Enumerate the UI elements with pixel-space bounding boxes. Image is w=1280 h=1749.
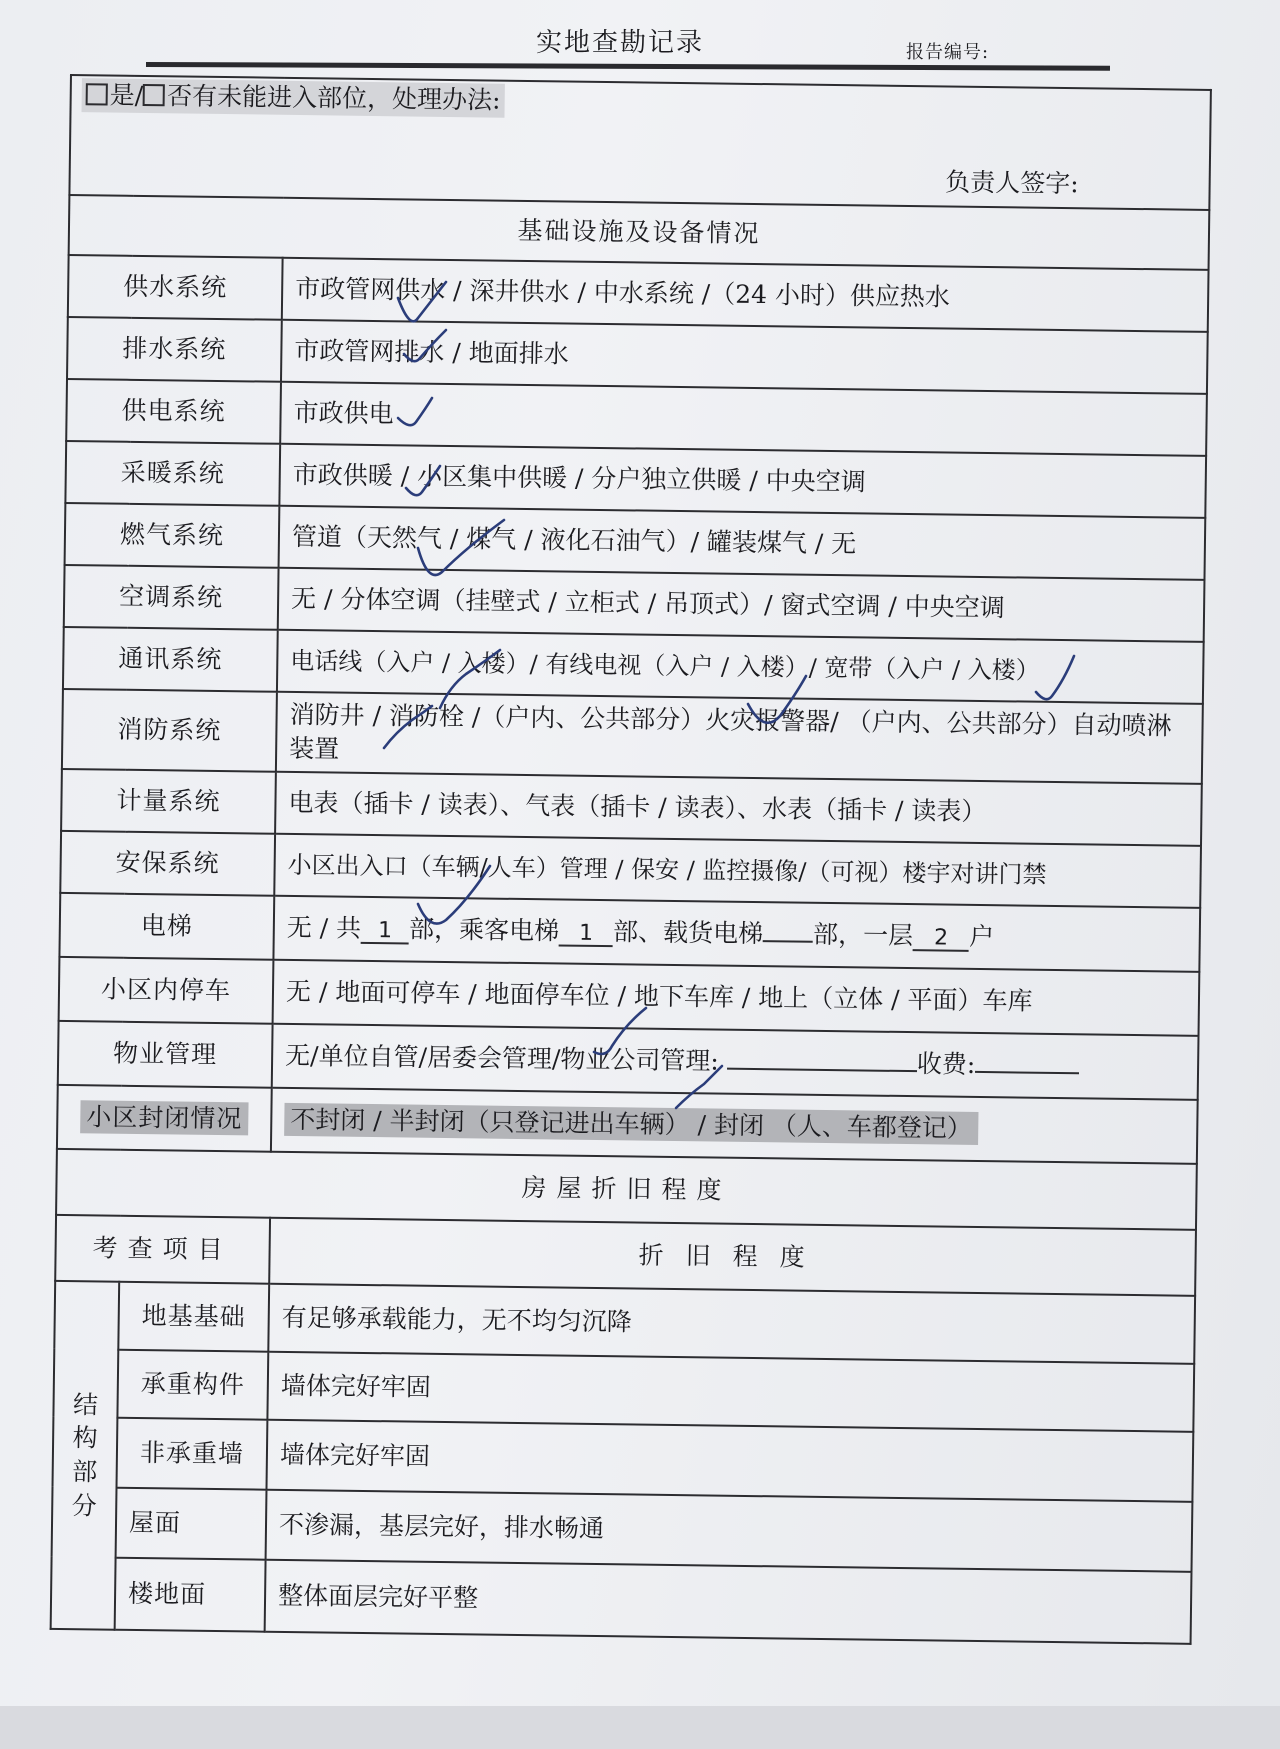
depreciation-row bbox=[51, 1557, 1192, 1644]
facility-label: 排水系统 bbox=[67, 317, 282, 382]
facility-options: 市政供暖 / 小区集中供暖 / 分户独立供暖 / 中央空调 bbox=[279, 444, 1206, 518]
facility-label: 供电系统 bbox=[66, 379, 281, 444]
facility-options: 无 / 分体空调（挂壁式 / 立柜式 / 吊顶式）/ 窗式空调 / 中央空调 bbox=[278, 568, 1205, 642]
property-company-blank[interactable] bbox=[727, 1046, 917, 1072]
no-option-label: 否有未能进入部位，处理办法: bbox=[166, 81, 501, 115]
item-column-header: 考查项目 bbox=[55, 1215, 270, 1284]
facility-options: 电话线（入户 / 入楼）/ 有线电视（入户 / 入楼）/ 宽带（入户 / 入楼） bbox=[277, 630, 1204, 704]
property-options bbox=[272, 1024, 1199, 1100]
degree-text: 不渗漏，基层完好，排水畅通 bbox=[266, 1490, 1193, 1572]
inaccessible-cell bbox=[69, 75, 1211, 210]
elevator-text: 部，一层 bbox=[812, 919, 914, 951]
elevator-options bbox=[273, 896, 1200, 972]
parking-options: 无 / 地面可停车 / 地面停车位 / 地下车库 / 地上（立体 / 平面）车库 bbox=[273, 960, 1200, 1036]
item-label: 楼地面 bbox=[115, 1558, 266, 1632]
degree-text: 整体面层完好平整 bbox=[265, 1560, 1192, 1644]
inaccessible-row bbox=[69, 75, 1211, 210]
facility-label: 燃气系统 bbox=[65, 503, 280, 568]
record-table bbox=[50, 74, 1212, 1645]
page-title: 实地查勘记录 bbox=[535, 28, 704, 58]
parking-label: 小区内停车 bbox=[59, 957, 274, 1024]
facility-options: 管道（天然气 / 煤气 / 液化石油气）/ 罐装煤气 / 无 bbox=[279, 506, 1206, 580]
inaccessible-question bbox=[82, 78, 505, 117]
elevator-text: 部、载货电梯 bbox=[612, 917, 764, 949]
item-label: 承重构件 bbox=[117, 1350, 268, 1420]
fee-blank[interactable] bbox=[975, 1049, 1079, 1074]
facility-options: 小区出入口（车辆/人车）管理 / 保安 / 监控摄像/（可视）楼宇对讲门禁 bbox=[274, 834, 1201, 908]
elevator-total-blank[interactable]: 1 bbox=[361, 920, 409, 945]
yes-option-label: 是/ bbox=[109, 80, 144, 110]
enclosure-options-cell bbox=[271, 1088, 1198, 1164]
signature-label: 负责人签字: bbox=[945, 167, 1079, 199]
facility-label: 采暖系统 bbox=[65, 441, 280, 506]
report-number-label: 报告编号: bbox=[906, 42, 990, 63]
record-sheet bbox=[48, 74, 1210, 1749]
facilities-title: 基础设施及设备情况 bbox=[69, 195, 1210, 270]
facility-label: 消防系统 bbox=[62, 689, 277, 772]
property-label: 物业管理 bbox=[58, 1021, 273, 1088]
facility-options: 市政管网排水 / 地面排水 bbox=[281, 320, 1208, 394]
enclosure-options: 不封闭 / 半封闭（只登记进出车辆） / 封闭 （人、车都登记） bbox=[284, 1103, 978, 1145]
facility-options: 市政管网供水 / 深井供水 / 中水系统 /（24 小时）供应热水 bbox=[282, 258, 1209, 332]
structure-group-label: 结构部分 bbox=[51, 1281, 120, 1630]
yes-checkbox[interactable] bbox=[86, 83, 108, 105]
depreciation-title: 房屋折旧程度 bbox=[56, 1149, 1197, 1230]
elevator-label: 电梯 bbox=[59, 893, 274, 960]
degree-text: 墙体完好牢固 bbox=[267, 1352, 1194, 1432]
elevator-text: 户 bbox=[968, 921, 995, 952]
facility-row bbox=[62, 689, 1203, 784]
degree-text: 有足够承载能力，无不均匀沉降 bbox=[268, 1284, 1195, 1364]
facility-label: 供水系统 bbox=[68, 255, 283, 320]
enclosure-label: 小区封闭情况 bbox=[80, 1100, 248, 1135]
facility-label: 安保系统 bbox=[60, 831, 275, 896]
elevator-text: 无 / 共 bbox=[286, 913, 362, 944]
item-label: 地基基础 bbox=[118, 1282, 269, 1352]
fee-label: 收费: bbox=[916, 1049, 976, 1080]
freight-elevator-blank[interactable] bbox=[763, 940, 813, 943]
passenger-elevator-blank[interactable]: 1 bbox=[559, 923, 613, 948]
no-checkbox[interactable] bbox=[143, 84, 165, 106]
enclosure-label-cell bbox=[57, 1085, 272, 1152]
facility-label: 通讯系统 bbox=[63, 627, 278, 692]
facility-label: 计量系统 bbox=[61, 769, 276, 834]
degree-text: 墙体完好牢固 bbox=[266, 1420, 1193, 1502]
facility-label: 空调系统 bbox=[64, 565, 279, 630]
facility-options: 市政供电 bbox=[280, 382, 1207, 456]
elevator-text: 部，乘客电梯 bbox=[408, 914, 560, 946]
item-label: 屋面 bbox=[116, 1488, 267, 1560]
households-per-floor-blank[interactable]: 2 bbox=[913, 927, 969, 952]
item-label: 非承重墙 bbox=[116, 1418, 267, 1490]
property-text: 无/单位自管/居委会管理/物业公司管理: bbox=[284, 1041, 720, 1076]
facility-options: 电表（插卡 / 读表）、气表（插卡 / 读表）、水表（插卡 / 读表） bbox=[275, 772, 1202, 846]
degree-column-header: 折旧程度 bbox=[269, 1218, 1196, 1296]
facility-options: 消防井 / 消防栓 /（户内、公共部分）火灾报警器/ （户内、公共部分）自动喷淋装置 bbox=[276, 692, 1203, 784]
